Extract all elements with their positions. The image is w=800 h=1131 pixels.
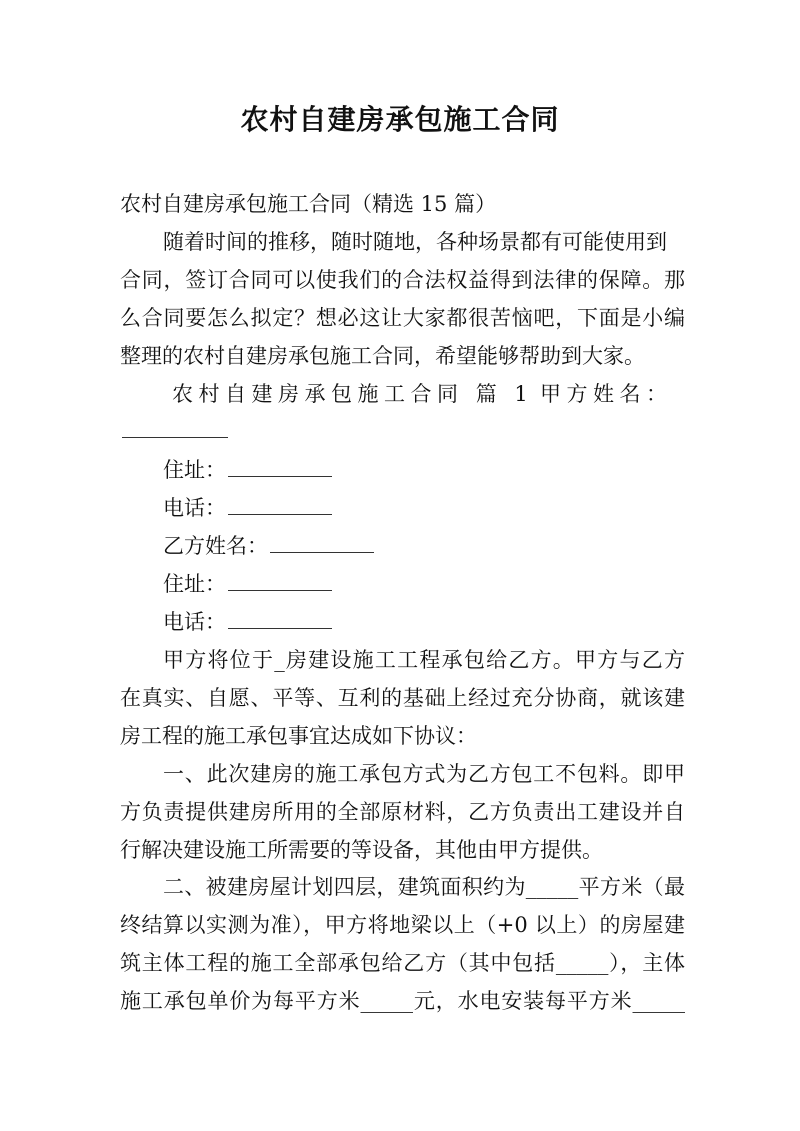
section-heading: 农村自建房承包施工合同 篇 1 甲方姓名： <box>172 382 667 406</box>
paragraph-line: 终结算以实测为准），甲方将地梁以上（+0 以上）的房屋建 <box>120 913 685 937</box>
blank-underline <box>122 437 228 438</box>
paragraph-line: 房工程的施工承包事宜达成如下协议： <box>120 724 477 748</box>
blank-underline <box>228 572 332 591</box>
intro-line: 么合同要怎么拟定？想必这让大家都很苦恼吧，下面是小编 <box>120 306 685 330</box>
field-label: 电话： <box>163 610 226 634</box>
blank-underline <box>228 458 332 477</box>
blank-underline <box>228 610 332 629</box>
field-label: 住址： <box>163 572 226 596</box>
address-field-party-b <box>163 569 332 599</box>
field-label: 乙方姓名： <box>163 534 268 558</box>
paragraph-line: 二、被建房屋计划四层，建筑面积约为_____平方米（最 <box>163 875 685 899</box>
paragraph-line: 一、此次建房的施工承包方式为乙方包工不包料。即甲 <box>163 762 685 786</box>
blank-underline <box>270 534 374 553</box>
name-field-party-b <box>163 531 374 561</box>
phone-field-party-b <box>163 607 332 637</box>
paragraph-line: 行解决建设施工所需要的等设备，其他由甲方提供。 <box>120 838 603 862</box>
address-field-party-a <box>163 455 332 485</box>
intro-line: 合同，签订合同可以使我们的合法权益得到法律的保障。那 <box>120 268 685 292</box>
intro-line: 整理的农村自建房承包施工合同，希望能够帮助到大家。 <box>120 344 645 368</box>
field-label: 电话： <box>163 496 226 520</box>
paragraph-line: 筑主体工程的施工全部承包给乙方（其中包括_____），主体 <box>120 951 685 975</box>
intro-line: 随着时间的推移，随时随地，各种场景都有可能使用到 <box>163 230 667 254</box>
blank-underline <box>228 496 332 515</box>
paragraph-line: 施工承包单价为每平方米_____元，水电安装每平方米_____ <box>120 989 685 1013</box>
paragraph-line: 甲方将位于_房建设施工工程承包给乙方。甲方与乙方 <box>163 648 685 672</box>
document-subtitle: 农村自建房承包施工合同（精选 15 篇） <box>120 192 497 216</box>
document-title: 农村自建房承包施工合同 <box>240 103 560 136</box>
field-label: 住址： <box>163 458 226 482</box>
phone-field-party-a <box>163 493 332 523</box>
paragraph-line: 方负责提供建房所用的全部原材料，乙方负责出工建设并自 <box>120 800 685 824</box>
paragraph-line: 在真实、自愿、平等、互利的基础上经过充分协商，就该建 <box>120 686 685 710</box>
